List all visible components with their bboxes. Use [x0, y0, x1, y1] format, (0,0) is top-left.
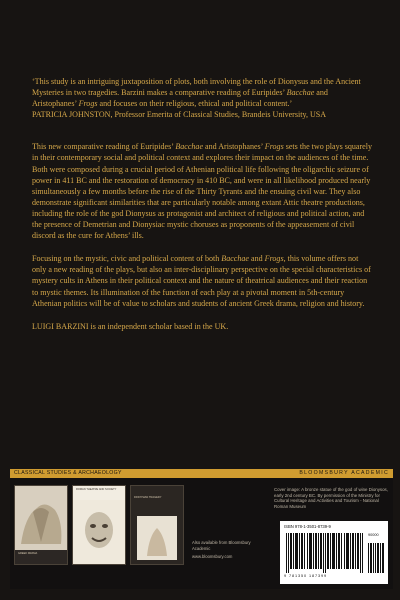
p1-title-bacchae: Bacchae	[175, 142, 204, 152]
related-book-thumb-1	[14, 485, 68, 565]
p2-rest: , this volume offers not only a new reading of the plays, but also an inter-disciplinary perspective on the special characteristics of mystery cults in Athens in their political context and the nature of theatrical audiences and their reaction to mystic themes. Its illumination of the function of each play at a pivotal moment in 5th-century Athenian politics will be of value to scholars and students of ancient Greek drama, religion and history.	[32, 254, 371, 308]
addon-digits: 90000	[368, 533, 379, 537]
barcode-digits: 9 781350 187399	[284, 574, 328, 578]
quote-text-1: ‘This study is an intriguing juxtaposition of plots, both involving the role of Dionysus and the Ancient Mysteries in two tragedies. Barzini makes a comparative reading of Euripides’	[32, 77, 361, 98]
website-link[interactable]: www.bloomsbury.com	[192, 554, 233, 559]
publisher-label: BLOOMSBURY ACADEMIC	[299, 470, 389, 476]
also-available	[192, 540, 262, 560]
thumb-title-3: DIONYSIAN TRAGEDY	[134, 496, 162, 499]
p2-intro: Focusing on the mystic, civic and political content of both	[32, 254, 222, 264]
statue-image	[15, 486, 67, 550]
description-paragraph-1	[32, 141, 374, 241]
price-addon-barcode	[368, 539, 384, 573]
footer-panel	[10, 469, 393, 589]
thumb-title-1: GREEK DRAMA	[18, 552, 38, 555]
thumb-band-1	[15, 550, 67, 564]
endorsement-quote	[32, 76, 374, 109]
p2-mid: and	[249, 254, 265, 264]
description-paragraph-2	[32, 253, 374, 308]
p2-title-frogs: Frogs	[264, 254, 284, 264]
series-label: CLASSICAL STUDIES & ARCHAEOLOGY	[14, 470, 122, 476]
p1-rest: sets the two plays squarely in their contemporary social and political context and explores their impact on the audiences of the time. Both were composed during a crucial period of Athenian political life following the oligarchic seizure of power in 411 BC and the restoration of democracy in 410 BC, and were in all likelihood produced nearly simultaneously a few months before the rise of the Thirty Tyrants and the ensuing civil war. They also demonstrate significant similarities that are particularly notable among extant Attic theatre productions, including the role of the god Dionysus as protagonist and architect of religious and political action, and the presence of Demetrian and Dionysiac mystic choruses as proponents of the appeasement of civil discord as the cure for Athens’ ills.	[32, 142, 372, 241]
related-book-thumb-2	[72, 485, 126, 565]
p1-mid: and Aristophanes’	[203, 142, 265, 152]
thumb-title-2: ROMAN THEATRE AND SOCIETY	[76, 488, 117, 491]
thumb-band-2	[73, 486, 125, 500]
p1-title-frogs: Frogs	[264, 142, 284, 152]
barcode-image	[286, 533, 364, 573]
quote-text-3: and focuses on their religious, ethical and political content.’	[97, 99, 293, 109]
cover-image-caption: Cover image: A bronze statue of the god of wine Dionysos, early 2nd century BC. By permission of the Ministry for Cultural Heritage and Activities and Tourism - National Roman Museum	[274, 487, 388, 509]
author-bio: LUIGI BARZINI is an independent scholar based in the UK.	[32, 321, 229, 331]
quote-attribution: PATRICIA JOHNSTON, Professor Emerita of Classical Studies, Brandeis University, USA	[32, 110, 327, 120]
quote-title-frogs: Frogs	[78, 99, 98, 109]
isbn-text: ISBN 978-1-3501-8739-9	[284, 524, 331, 529]
thumb-band-3	[131, 494, 183, 508]
isbn-barcode-box	[280, 521, 388, 584]
also-available-text: Also available from Bloomsbury Academic	[192, 540, 251, 551]
mask-image	[81, 508, 117, 558]
quote-text-2: and Aristophanes’	[32, 88, 328, 109]
related-book-thumb-3	[130, 485, 184, 565]
blurb-text-area	[32, 76, 374, 332]
quote-title-bacchae: Bacchae	[286, 88, 315, 98]
p1-intro: This new comparative reading of Euripides’	[32, 142, 176, 152]
series-bar	[10, 469, 393, 478]
p2-title-bacchae: Bacchae	[221, 254, 249, 264]
vase-image	[137, 516, 177, 560]
